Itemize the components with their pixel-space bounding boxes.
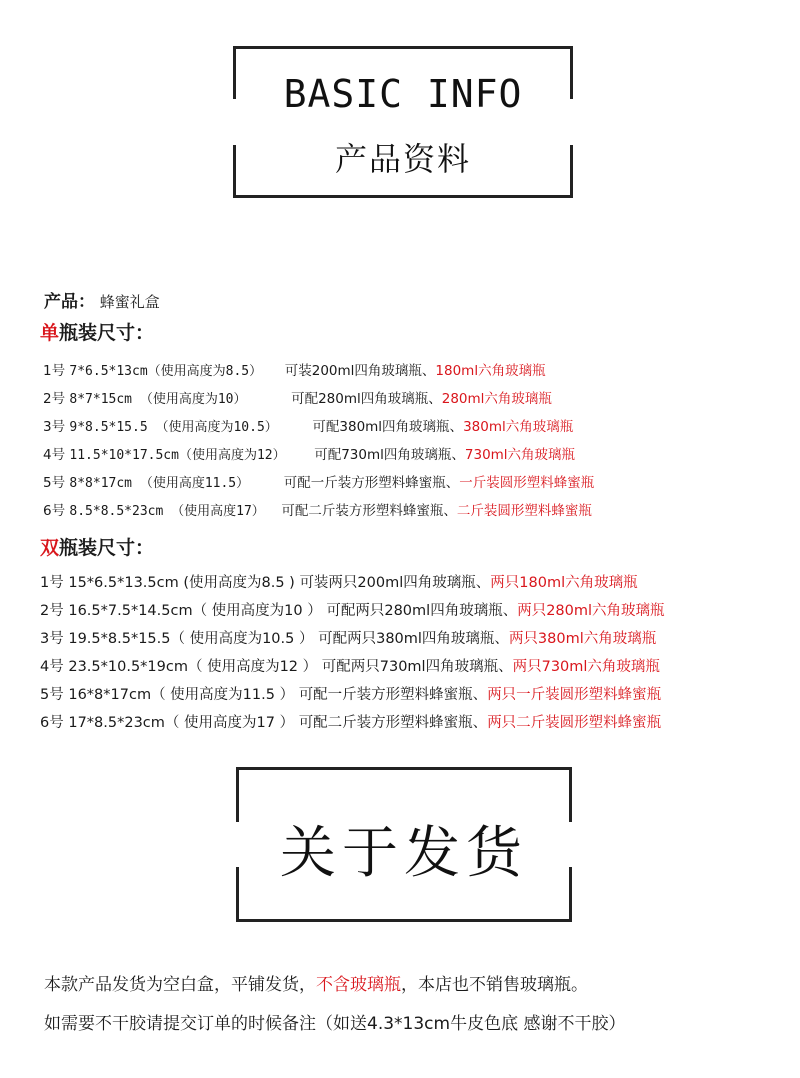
row-highlight: 180ml六角玻璃瓶: [435, 363, 546, 379]
double-bottle-heading: [40, 533, 154, 560]
row-desc: 可配二斤装方形塑料蜂蜜瓶、: [281, 503, 457, 519]
row-number: 1号: [40, 575, 64, 591]
row-size: 8*7*15cm （使用高度为10）: [69, 392, 247, 407]
double-row: [40, 655, 660, 676]
single-row: [43, 387, 552, 407]
row-number: 4号: [40, 659, 64, 675]
row-size: 16.5*7.5*14.5cm（ 使用高度为10 ）: [68, 603, 322, 619]
single-row: [43, 499, 592, 519]
row-highlight: 两只730ml六角玻璃瓶: [512, 659, 660, 675]
shipping-frame: [236, 767, 572, 922]
row-desc: 可配两只280ml四角玻璃瓶、: [326, 603, 518, 619]
row-number: 3号: [40, 631, 64, 647]
row-highlight: 两只二斤装圆形塑料蜂蜜瓶: [487, 715, 662, 731]
row-size: 16*8*17cm（ 使用高度为11.5 ）: [68, 687, 295, 703]
double-row: [40, 627, 656, 648]
row-desc: 可配一斤装方形塑料蜂蜜瓶、: [298, 687, 488, 703]
row-size: 7*6.5*13cm（使用高度为8.5）: [69, 364, 263, 379]
notice-highlight: 不含玻璃瓶: [316, 975, 401, 995]
row-highlight: 一斤装圆形塑料蜂蜜瓶: [459, 475, 595, 491]
row-desc: 可配两只730ml四角玻璃瓶、: [321, 659, 513, 675]
double-heading-red: 双: [40, 537, 60, 559]
single-bottle-heading: [40, 318, 154, 345]
double-row: [40, 599, 665, 620]
product-value: 蜂蜜礼盒: [99, 293, 160, 311]
single-row: [43, 471, 594, 491]
frame-bottom-line: [236, 919, 572, 922]
double-row: [40, 683, 661, 704]
shipping-notice-1: [44, 970, 588, 995]
row-number: 4号: [43, 447, 66, 463]
basic-info-frame: [233, 46, 573, 198]
row-highlight: 两只180ml六角玻璃瓶: [490, 575, 638, 591]
row-desc: 可配两只380ml四角玻璃瓶、: [318, 631, 509, 647]
row-highlight: 两只一斤装圆形塑料蜂蜜瓶: [487, 687, 662, 703]
row-highlight: 280ml六角玻璃瓶: [441, 391, 552, 407]
basic-info-title: BASIC INFO: [283, 72, 523, 116]
row-size: 8.5*8.5*23cm （使用高度17）: [69, 504, 265, 519]
row-number: 3号: [43, 419, 66, 435]
frame-top-line: [236, 767, 572, 770]
row-number: 6号: [40, 715, 64, 731]
frame-bottom-line: [233, 195, 573, 198]
single-heading-rest: 瓶装尺寸：: [59, 322, 155, 344]
row-desc: 可配二斤装方形塑料蜂蜜瓶、: [298, 715, 488, 731]
row-highlight: 两只280ml六角玻璃瓶: [517, 603, 665, 619]
row-number: 2号: [40, 603, 64, 619]
row-number: 2号: [43, 391, 66, 407]
row-highlight: 二斤装圆形塑料蜂蜜瓶: [456, 503, 592, 519]
double-row: [40, 711, 661, 732]
row-size: 8*8*17cm （使用高度11.5）: [69, 476, 250, 491]
product-line: [44, 287, 160, 312]
double-heading-rest: 瓶装尺寸：: [59, 537, 155, 559]
row-desc: 可配一斤装方形塑料蜂蜜瓶、: [283, 475, 460, 491]
row-desc: 可装200ml四角玻璃瓶、: [284, 363, 436, 379]
row-desc: 可配730ml四角玻璃瓶、: [314, 447, 465, 463]
row-size: 23.5*10.5*19cm（ 使用高度为12 ）: [68, 659, 318, 675]
row-size: 9*8.5*15.5 （使用高度为10.5）: [69, 420, 278, 435]
single-row: [43, 443, 575, 463]
basic-info-subtitle: 产品资料: [334, 140, 471, 178]
row-size: 11.5*10*17.5cm（使用高度为12）: [69, 448, 286, 463]
row-highlight: 380ml六角玻璃瓶: [463, 419, 574, 435]
frame-top-line: [233, 46, 573, 49]
row-number: 5号: [43, 475, 66, 491]
row-number: 1号: [43, 363, 66, 379]
row-size: 19.5*8.5*15.5（ 使用高度为10.5 ）: [68, 631, 314, 647]
row-size: 15*6.5*13.5cm (使用高度为8.5 ): [68, 575, 295, 591]
row-desc: 可配380ml四角玻璃瓶、: [312, 419, 464, 435]
single-row: [43, 359, 546, 379]
single-row: [43, 415, 573, 435]
row-highlight: 两只380ml六角玻璃瓶: [508, 631, 657, 647]
product-label: 产品：: [44, 292, 95, 312]
notice-text: 本款产品发货为空白盒，平铺发货，: [44, 975, 316, 995]
row-size: 17*8.5*23cm（ 使用高度为17 ）: [68, 715, 295, 731]
row-number: 6号: [43, 503, 66, 519]
shipping-notice-2: 如需要不干胶请提交订单的时候备注（如送4.3*13cm牛皮色底 感谢不干胶）: [44, 1014, 626, 1034]
shipping-title: 关于发货: [280, 821, 528, 886]
single-heading-red: 单: [40, 322, 60, 344]
row-highlight: 730ml六角玻璃瓶: [464, 447, 576, 463]
row-desc: 可配280ml四角玻璃瓶、: [291, 391, 442, 407]
row-desc: 可装两只200ml四角玻璃瓶、: [299, 575, 491, 591]
notice-text: ，本店也不销售玻璃瓶。: [401, 975, 588, 995]
row-number: 5号: [40, 687, 64, 703]
double-row: [40, 571, 638, 592]
